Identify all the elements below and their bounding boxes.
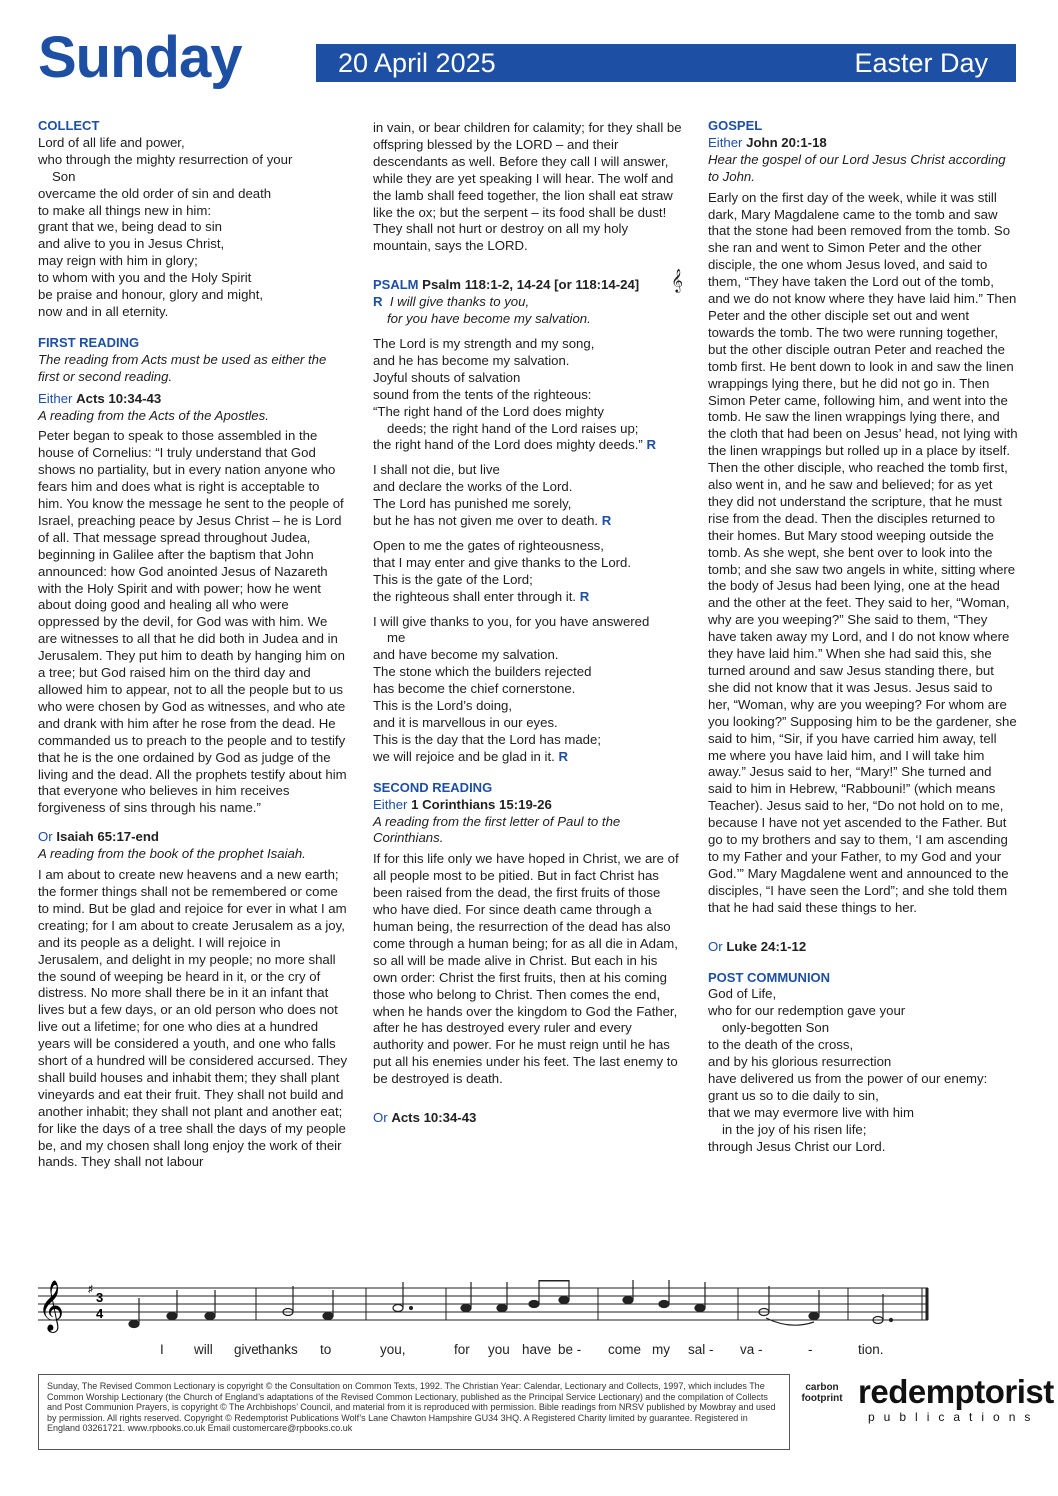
reading-intro: A reading from the first letter of Paul to the Corinthians. [373,813,621,846]
day-title: Sunday [38,25,242,90]
carbon-footprint-badge: carbon footprint [801,1382,843,1404]
reading-text-corinthians: If for this life only we have hoped in Christ, we are of all people most to be pitied. But in fact Christ has been raised from the dead, the first fruits of those who have died. For since death came through a human being, the resurrection of the dead has also come through a human being; for as all die in Adam, so all will be made alive in Christ. But each in his own order: Christ the first fruits, then at his coming those who belong to Christ. Then comes the end, when he hands over the kingdom to God the Father, after he has destroyed every ruler and every authority and power. For he must reign until he has put all his enemies under his feet. The last enemy to be destroyed is death. [373,851,679,1087]
music-note-icon: 𝄞 [671,270,683,293]
reading-intro: A reading from the book of the prophet Isaiah. [38,846,306,862]
copyright-notice: Sunday, The Revised Common Lectionary is copyright © the Consultation on Common Texts, 1992. The Christian Year: Calendar, Lectionary and Collects, 1997, which includes The Common Worship Lectionary (the Church of England’s adaptations of the Revised Common Lectionary, published as the Principal Service Lectionary) and the compilation of Collects and Post Communion Prayers, is copyright © The Archbishops’ Council, and material from it is reproduced with permission. Bible readings from NRSV published by Mowbray and used by permission. All rights reserved. Copyright © Redemptorist Publications Wolf’s Lane Chawton Hampshire GU34 3HQ. A Registered Charity limited by guarantee. Registered in England 03261721. www.rpbooks.co.uk Email customercare@rpbooks.co.uk [38,1374,790,1450]
svg-text:I: I [160,1342,164,1357]
reading-ref: John 20:1-18 [746,134,827,150]
svg-text:to: to [320,1342,332,1357]
svg-text:you: you [488,1342,510,1357]
either-label: Either [373,796,408,812]
date-label: 20 April 2025 [338,48,496,78]
feast-label: Easter Day [854,48,988,78]
psalm-verse: Open to me the gates of righteousness, that I may enter and give thanks to the Lord. This is the gate of the Lord; the righteous shall enter through it. R [373,537,632,604]
gospel-text: Early on the first day of the week, while it was still dark, Mary Magdalene came to the tomb and saw that the stone had been removed from the tomb. So she ran and went to Simon Peter and the other disciple, the one whom Jesus loved, and said to them, “They have taken the Lord out of the tomb, and we do not know where they have laid him.” Then Peter and the other disciple set out and went towards the tomb. The two were running together, but the other disciple outran Peter and reached the tomb first. He bent down to look in and saw the linen wrappings lying there, but he did not go in. Then Simon Peter came, following him, and went into the tomb. He saw the linen wrappings lying there, and the cloth that had been on Jesus’ head, not lying with the linen wrappings but rolled up in a place by itself. Then the other disciple, who reached the tomb first, also went in, and he saw and believed; for as yet they did not understand the scripture, that he must rise from the dead. Then the disciples returned to their homes. But Mary stood weeping outside the tomb. As she wept, she bent over to look into the tomb; and she saw two angels in white, sitting where the body of Jesus had been lying, one at the head and the other at the feet. They said to her, “Woman, why are you weeping?” She said to them, “They have taken away my Lord, and I do not know where they have laid him.” When she had said this, she turned around and saw Jesus standing there, but she did not know that it was Jesus. Jesus said to her, “Woman, why are you weeping? For whom are you looking?” Supposing him to be the gardener, she said to him, “Sir, if you have carried him away, tell me where you have laid him, and I will take him away.” Jesus said to her, “Mary!” She turned and said to him in Hebrew, “Rabbouni!” (which means Teacher). Jesus said to her, “Do not hold on to me, because I have not yet ascended to the Father. But go to my brothers and say to them, ‘I am ascending to my Father and your Father, to my God and your God.’” Mary Magdalene went and announced to the disciples, “I have seen the Lord”; and she told them that he had said these things to her. [708,189,1018,915]
or-label: Or [708,938,723,954]
psalm-response: I will give thanks to you, [389,294,530,310]
column-1 [38,118,348,1179]
svg-text:tion.: tion. [858,1342,884,1357]
svg-text:my: my [652,1342,670,1357]
treble-clef-icon: 𝄞 [38,1280,65,1331]
response-marker: R [373,294,383,310]
gospel-heading: GOSPEL [708,118,763,133]
or-label: Or [38,829,53,845]
key-signature: ♯ [88,1284,93,1295]
reading-text-isaiah-continued: in vain, or bear children for calamity; for they shall be offspring blessed by the LORD – and their descendants as well. Before they call I will answer, while they are yet speaking I will hear. The wolf and the lamb shall feed together, the lion shall eat straw like the ox; but the serpent – its food shall be dust! They shall not hurt or destroy on all my holy mountain, says the LORD. [373,120,682,254]
column-2 [373,120,683,1127]
svg-text:have: have [522,1342,552,1357]
either-label: Either [708,134,743,150]
first-reading-heading: FIRST READING [38,334,140,350]
music-staff [38,1280,1026,1360]
svg-text:for: for [454,1342,470,1357]
reading-ref: Isaiah 65:17-end [56,829,159,845]
first-reading-note: The reading from Acts must be used as either the first or second reading. [38,351,327,384]
title-bar [316,44,1016,82]
publisher-logo: redemptorist [858,1373,1054,1410]
svg-text:va -: va - [740,1342,763,1357]
collect-heading: COLLECT [38,118,100,133]
svg-text:be -: be - [558,1342,582,1357]
svg-text:4: 4 [96,1306,104,1321]
psalm-verse: The Lord is my strength and my song, and he has become my salvation. Joyful shouts of salvation sound from the tents of the righteous: “The right hand of the Lord does mighty deeds; the right hand of the Lord raises up; the right hand of the Lord does mighty deeds.” R [373,335,656,453]
svg-text:give: give [234,1342,259,1357]
svg-text:will: will [194,1342,213,1357]
psalm-verse: I shall not die, but live and declare the works of the Lord. The Lord has punished me sorely, but he has not given me over to death. R [373,462,612,529]
reading-text-acts: Peter began to speak to those assembled in the house of Cornelius: “I truly understand that God shows no partiality, but in every nation anyone who fears him and does what is right is acceptable to him. You know the message he sent to the people of Israel, preaching peace by Jesus Christ – he is Lord of all. That message spread throughout Judea, beginning in Galilee after the baptism that John announced: how God anointed Jesus of Nazareth with the Holy Spirit and with power; how he went about doing good and healing all who were oppressed by the devil, for God was with him. We are witnesses to all that he did both in Judea and in Jerusalem. They put him to death by hanging him on a tree; but God raised him on the third day and allowed him to appear, not to all the people but to us who were chosen by God as witnesses, and who ate and drank with him after he rose from the dead. He commanded us to preach to the people and to testify that he is the one ordained by God as judge of the living and the dead. All the prophets testify about him that everyone who believes in him receives forgiveness of sins through his name.” [38,428,347,816]
svg-text:come: come [608,1342,642,1357]
response-marker: R [558,748,568,764]
psalm-ref: Psalm 118:1-2, 14-24 [or 118:14-24] [422,277,640,293]
reading-ref: Acts 10:34-43 [391,1110,477,1126]
reading-ref: 1 Corinthians 15:19-26 [411,796,552,812]
publisher-logo-subtitle: publications [868,1410,1040,1424]
reading-intro: Hear the gospel of our Lord Jesus Christ according to John. [708,151,1006,184]
reading-text-isaiah: I am about to create new heavens and a new earth; the former things shall not be remembered or come to mind. But be glad and rejoice for ever in what I am creating; for I am about to create Jerusalem as a joy, and its people as a delight. I will rejoice in Jerusalem, and delight in my people; no more shall the sound of weeping be heard in it, or the cry of distress. No more shall there be in it an infant that lives but a few days, or an old person who does not live out a lifetime; for one who dies at a hundred years will be considered a youth, and one who falls short of a hundred will be considered accursed. They shall build houses and inhabit them; they shall plant vineyards and eat their fruit. They shall not build and another inhabit; they shall not plant and another eat; for like the days of a tree shall the days of my people be, and my chosen shall long enjoy the work of their hands. They shall not labour [38,867,348,1170]
svg-text:3: 3 [96,1290,104,1305]
svg-text:you,: you, [380,1342,406,1357]
svg-text:-: - [808,1342,813,1357]
svg-text:thanks: thanks [258,1342,298,1357]
psalm-verse: I will give thanks to you, for you have answered me and have become my salvation. The stone which the builders rejected has become the chief cornerstone. This is the Lord’s doing, and it is marvellous in our eyes. This is the day that the Lord has made; we will rejoice and be glad in it. R [373,613,650,764]
music-notation [38,1280,1026,1360]
page-header [38,25,1016,90]
column-3 [708,118,1018,1155]
either-label: Either [38,390,73,406]
psalm-heading: PSALM [373,277,419,293]
reading-ref: Acts 10:34-43 [76,390,162,406]
post-communion-heading: POST COMMUNION [708,969,831,985]
post-communion-text: God of Life, who for our redemption gave your only-begotten Son to the death of the cross, and by his glorious resurrection have delivered us from the power of our enemy: grant us so to die daily to sin, that we may evermore live with him in the joy of his risen life; through Jesus Christ our Lord. [708,986,988,1154]
collect-text: Lord of all life and power, who through the mighty resurrection of your Son overcame the old order of sin and death to make all things new in him: grant that we, being dead to sin and alive to you in Jesus Christ, may reign with him in glory; to whom with you and the Holy Spirit be praise and honour, glory and might, now and in all eternity. [38,134,293,319]
response-marker: R [601,513,612,529]
or-label: Or [373,1110,388,1126]
second-reading-heading: SECOND READING [373,779,493,795]
response-marker: R [646,437,656,453]
reading-intro: A reading from the Acts of the Apostles. [38,407,269,423]
response-marker: R [579,588,590,604]
svg-text:sal -: sal - [688,1342,714,1357]
psalm-response: for you have become my salvation. [387,311,591,327]
reading-ref: Luke 24:1-12 [726,938,807,954]
